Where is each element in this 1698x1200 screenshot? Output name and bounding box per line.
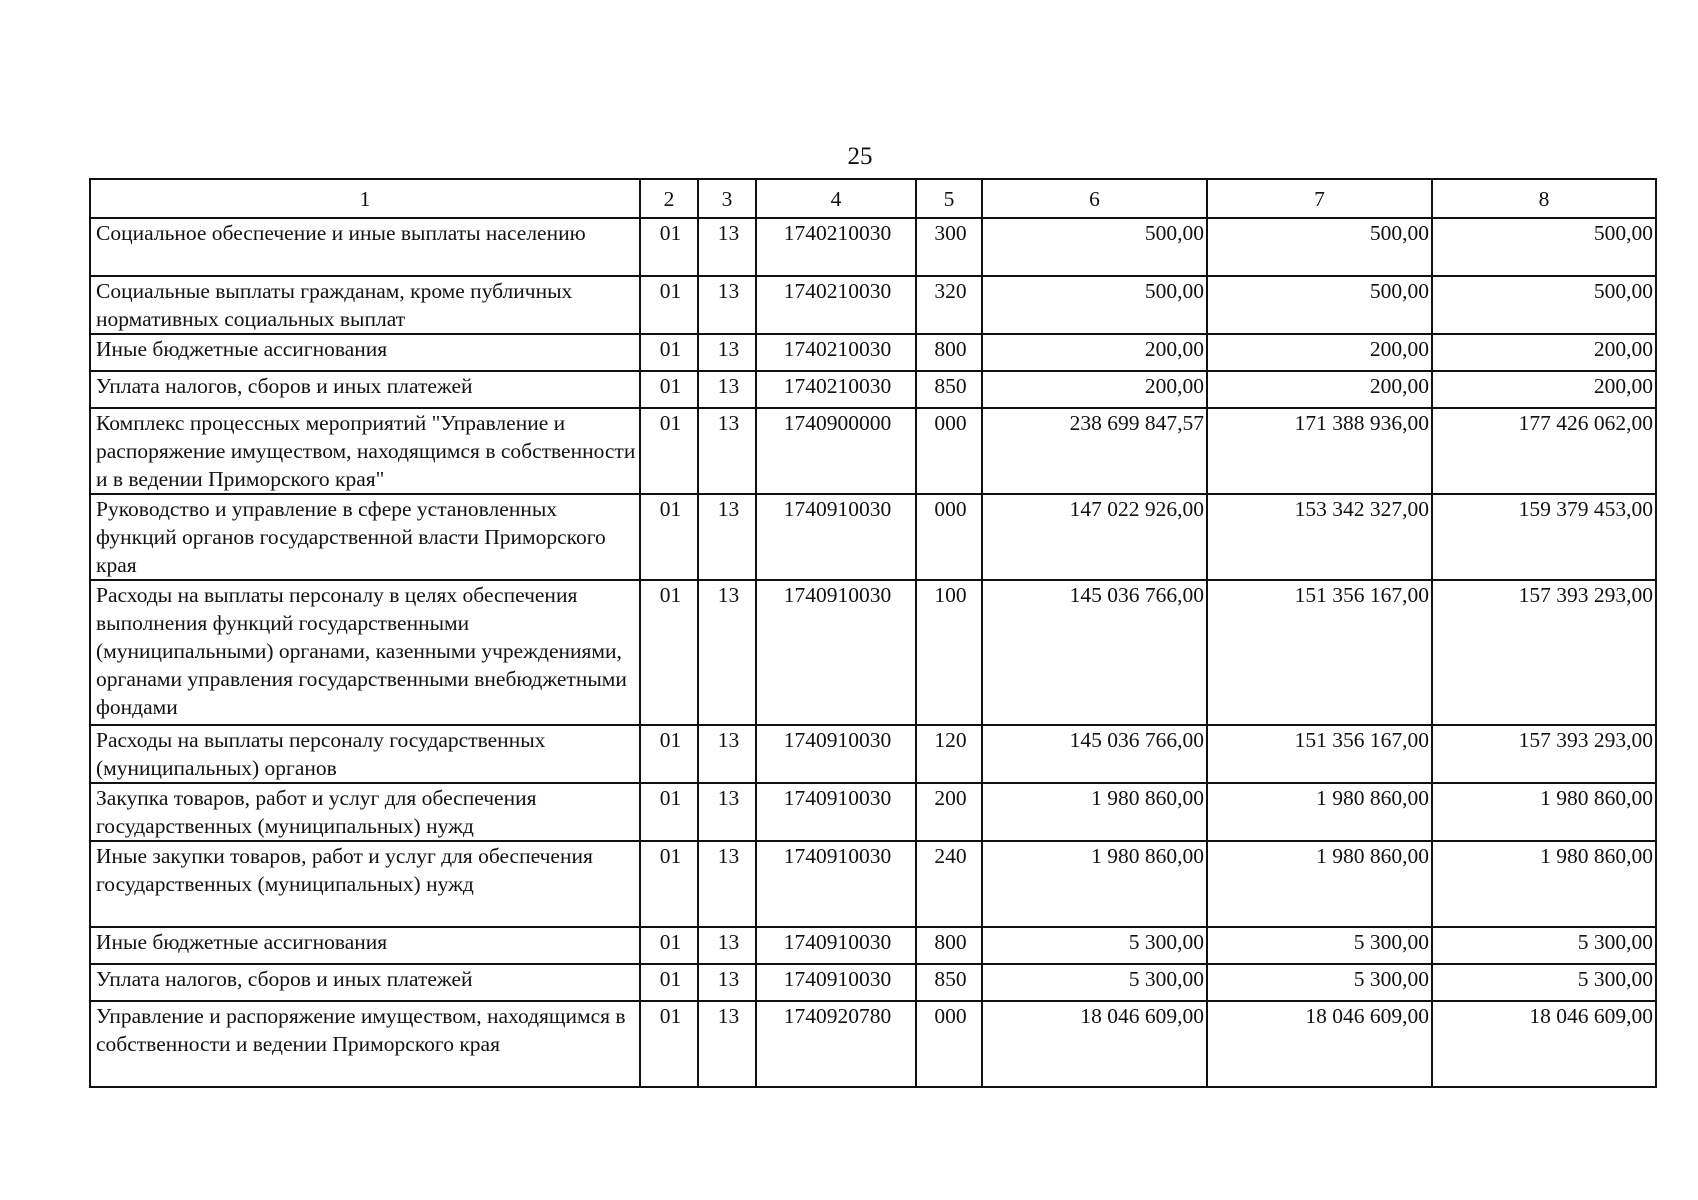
column-header: 7 xyxy=(1207,179,1432,218)
row-name: Расходы на выплаты персоналу государственных (муниципальных) органов xyxy=(90,725,640,783)
row-name: Закупка товаров, работ и услуг для обеспечения государственных (муниципальных) нужд xyxy=(90,783,640,841)
table-row xyxy=(90,408,1656,494)
section-code: 01 xyxy=(640,276,698,334)
target-article-code: 1740910030 xyxy=(756,841,916,927)
column-header: 3 xyxy=(698,179,756,218)
row-name: Иные закупки товаров, работ и услуг для обеспечения государственных (муниципальных) нужд xyxy=(90,841,640,927)
amount-col-6: 238 699 847,57 xyxy=(982,408,1207,494)
section-code: 01 xyxy=(640,371,698,408)
amount-col-6: 200,00 xyxy=(982,371,1207,408)
row-name: Комплекс процессных мероприятий "Управление и распоряжение имуществом, находящимся в собственности и в ведении Приморского края" xyxy=(90,408,640,494)
table-row xyxy=(90,580,1656,725)
target-article-code: 1740910030 xyxy=(756,927,916,964)
expense-type-code: 200 xyxy=(916,783,982,841)
expense-type-code: 240 xyxy=(916,841,982,927)
row-name: Руководство и управление в сфере установленных функций органов государственной власти Приморского края xyxy=(90,494,640,580)
expense-type-code: 300 xyxy=(916,218,982,276)
section-code: 01 xyxy=(640,783,698,841)
row-name: Управление и распоряжение имуществом, находящимся в собственности и ведении Приморского края xyxy=(90,1001,640,1087)
row-name: Уплата налогов, сборов и иных платежей xyxy=(90,964,640,1001)
amount-col-7: 18 046 609,00 xyxy=(1207,1001,1432,1087)
amount-col-8: 157 393 293,00 xyxy=(1432,580,1656,725)
target-article-code: 1740210030 xyxy=(756,371,916,408)
subsection-code: 13 xyxy=(698,371,756,408)
expense-type-code: 000 xyxy=(916,494,982,580)
section-code: 01 xyxy=(640,725,698,783)
amount-col-8: 159 379 453,00 xyxy=(1432,494,1656,580)
table-row xyxy=(90,927,1656,964)
table-row xyxy=(90,218,1656,276)
target-article-code: 1740910030 xyxy=(756,580,916,725)
section-code: 01 xyxy=(640,841,698,927)
amount-col-8: 500,00 xyxy=(1432,276,1656,334)
target-article-code: 1740910030 xyxy=(756,725,916,783)
target-article-code: 1740910030 xyxy=(756,783,916,841)
table-row xyxy=(90,725,1656,783)
amount-col-8: 200,00 xyxy=(1432,334,1656,371)
amount-col-6: 5 300,00 xyxy=(982,927,1207,964)
subsection-code: 13 xyxy=(698,927,756,964)
amount-col-7: 500,00 xyxy=(1207,276,1432,334)
section-code: 01 xyxy=(640,964,698,1001)
expense-type-code: 120 xyxy=(916,725,982,783)
amount-col-7: 153 342 327,00 xyxy=(1207,494,1432,580)
amount-col-7: 5 300,00 xyxy=(1207,964,1432,1001)
section-code: 01 xyxy=(640,580,698,725)
expense-type-code: 000 xyxy=(916,1001,982,1087)
amount-col-7: 5 300,00 xyxy=(1207,927,1432,964)
subsection-code: 13 xyxy=(698,725,756,783)
amount-col-7: 171 388 936,00 xyxy=(1207,408,1432,494)
table-row xyxy=(90,494,1656,580)
section-code: 01 xyxy=(640,1001,698,1087)
table-row xyxy=(90,371,1656,408)
amount-col-6: 18 046 609,00 xyxy=(982,1001,1207,1087)
expense-type-code: 850 xyxy=(916,964,982,1001)
subsection-code: 13 xyxy=(698,964,756,1001)
section-code: 01 xyxy=(640,408,698,494)
column-header: 1 xyxy=(90,179,640,218)
amount-col-8: 157 393 293,00 xyxy=(1432,725,1656,783)
expense-type-code: 320 xyxy=(916,276,982,334)
subsection-code: 13 xyxy=(698,334,756,371)
table-row xyxy=(90,964,1656,1001)
amount-col-8: 1 980 860,00 xyxy=(1432,783,1656,841)
amount-col-8: 5 300,00 xyxy=(1432,964,1656,1001)
table-row xyxy=(90,1001,1656,1087)
target-article-code: 1740910030 xyxy=(756,964,916,1001)
target-article-code: 1740910030 xyxy=(756,494,916,580)
amount-col-7: 500,00 xyxy=(1207,218,1432,276)
row-name: Иные бюджетные ассигнования xyxy=(90,334,640,371)
row-name: Расходы на выплаты персоналу в целях обеспечения выполнения функций государственными (муниципальными) органами, казенными учреждениями, органами управления государственными внебюджетными фондами xyxy=(90,580,640,725)
subsection-code: 13 xyxy=(698,1001,756,1087)
amount-col-7: 200,00 xyxy=(1207,371,1432,408)
amount-col-7: 200,00 xyxy=(1207,334,1432,371)
section-code: 01 xyxy=(640,334,698,371)
amount-col-7: 1 980 860,00 xyxy=(1207,783,1432,841)
target-article-code: 1740210030 xyxy=(756,218,916,276)
amount-col-6: 5 300,00 xyxy=(982,964,1207,1001)
amount-col-8: 5 300,00 xyxy=(1432,927,1656,964)
subsection-code: 13 xyxy=(698,580,756,725)
column-header: 4 xyxy=(756,179,916,218)
column-header: 6 xyxy=(982,179,1207,218)
row-name: Социальное обеспечение и иные выплаты населению xyxy=(90,218,640,276)
subsection-code: 13 xyxy=(698,494,756,580)
section-code: 01 xyxy=(640,927,698,964)
column-header: 2 xyxy=(640,179,698,218)
amount-col-6: 200,00 xyxy=(982,334,1207,371)
subsection-code: 13 xyxy=(698,783,756,841)
amount-col-8: 18 046 609,00 xyxy=(1432,1001,1656,1087)
target-article-code: 1740210030 xyxy=(756,276,916,334)
amount-col-6: 1 980 860,00 xyxy=(982,841,1207,927)
amount-col-6: 1 980 860,00 xyxy=(982,783,1207,841)
row-name: Иные бюджетные ассигнования xyxy=(90,927,640,964)
amount-col-6: 500,00 xyxy=(982,218,1207,276)
row-name: Уплата налогов, сборов и иных платежей xyxy=(90,371,640,408)
subsection-code: 13 xyxy=(698,408,756,494)
header-row xyxy=(90,179,1656,218)
table-row xyxy=(90,276,1656,334)
row-name: Социальные выплаты гражданам, кроме публичных нормативных социальных выплат xyxy=(90,276,640,334)
target-article-code: 1740210030 xyxy=(756,334,916,371)
amount-col-6: 145 036 766,00 xyxy=(982,580,1207,725)
section-code: 01 xyxy=(640,494,698,580)
table-row xyxy=(90,841,1656,927)
amount-col-7: 151 356 167,00 xyxy=(1207,580,1432,725)
column-header: 8 xyxy=(1432,179,1656,218)
budget-table xyxy=(89,178,1657,1088)
expense-type-code: 000 xyxy=(916,408,982,494)
amount-col-7: 1 980 860,00 xyxy=(1207,841,1432,927)
target-article-code: 1740920780 xyxy=(756,1001,916,1087)
subsection-code: 13 xyxy=(698,841,756,927)
page-number: 25 xyxy=(847,143,873,170)
amount-col-8: 500,00 xyxy=(1432,218,1656,276)
table-row xyxy=(90,334,1656,371)
target-article-code: 1740900000 xyxy=(756,408,916,494)
subsection-code: 13 xyxy=(698,218,756,276)
subsection-code: 13 xyxy=(698,276,756,334)
amount-col-8: 177 426 062,00 xyxy=(1432,408,1656,494)
expense-type-code: 800 xyxy=(916,927,982,964)
column-header: 5 xyxy=(916,179,982,218)
expense-type-code: 100 xyxy=(916,580,982,725)
amount-col-6: 147 022 926,00 xyxy=(982,494,1207,580)
amount-col-8: 1 980 860,00 xyxy=(1432,841,1656,927)
section-code: 01 xyxy=(640,218,698,276)
expense-type-code: 850 xyxy=(916,371,982,408)
expense-type-code: 800 xyxy=(916,334,982,371)
amount-col-8: 200,00 xyxy=(1432,371,1656,408)
table-body xyxy=(90,218,1656,1087)
table-row xyxy=(90,783,1656,841)
amount-col-6: 145 036 766,00 xyxy=(982,725,1207,783)
amount-col-6: 500,00 xyxy=(982,276,1207,334)
amount-col-7: 151 356 167,00 xyxy=(1207,725,1432,783)
